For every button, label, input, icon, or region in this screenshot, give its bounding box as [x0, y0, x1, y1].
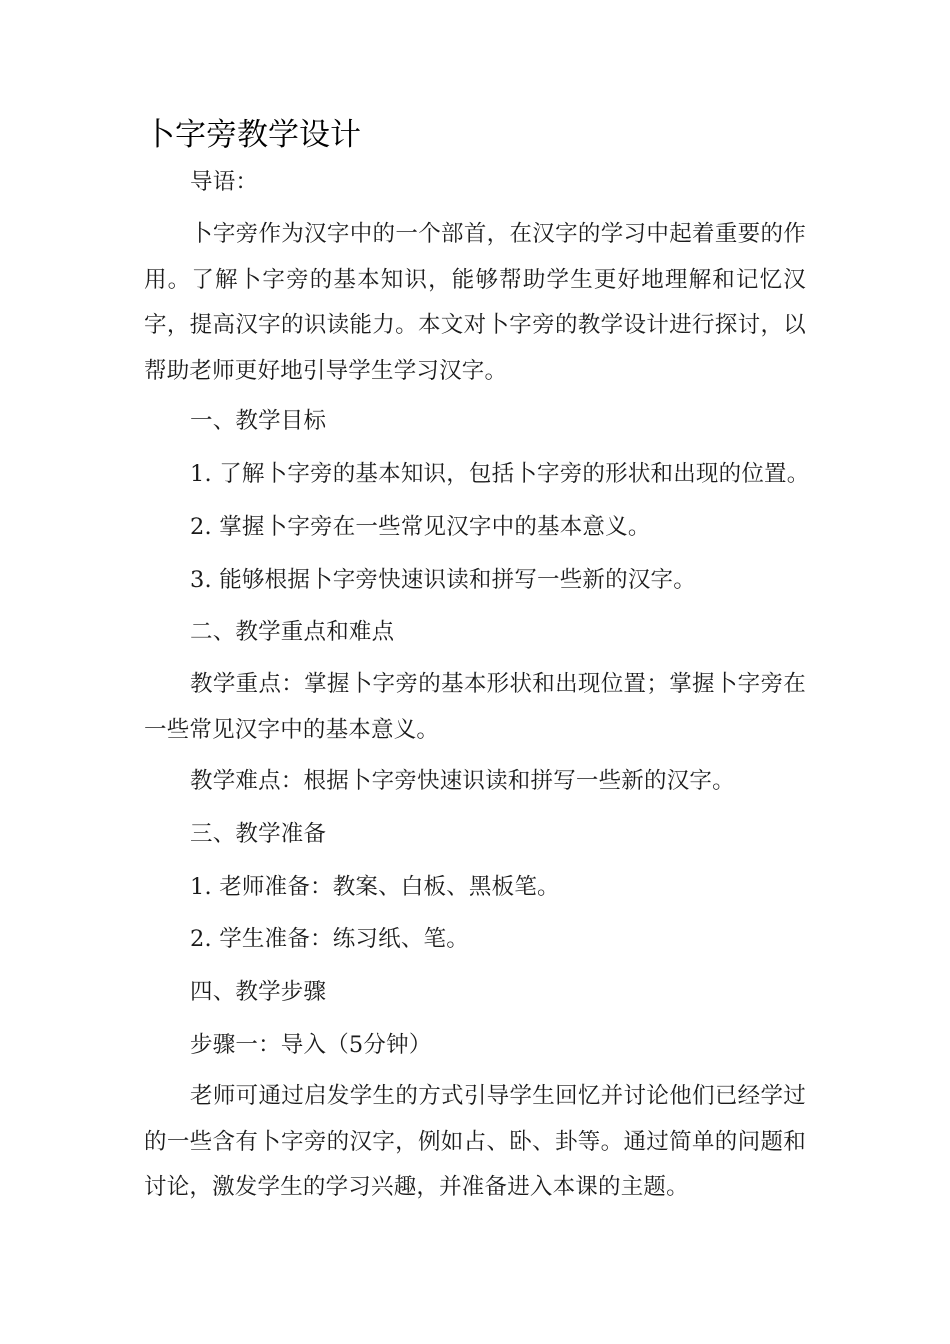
preparation-item-2: 2. 学生准备：练习纸、笔。: [190, 926, 469, 952]
objective-item-3: 3. 能够根据卜字旁快速识读和拼写一些新的汉字。: [190, 567, 696, 593]
step1-paragraph: 老师可通过启发学生的方式引导学生回忆并讨论他们已经学过的一些含有卜字旁的汉字，例如占、卧、卦等。通过简单的问题和讨论，激发学生的学习兴趣，并准备进入本课的主题。: [144, 1083, 806, 1200]
section-heading-objectives: 一、教学目标: [190, 408, 327, 434]
document-title: 卜字旁教学设计: [144, 117, 361, 153]
intro-paragraph: 卜字旁作为汉字中的一个部首，在汉字的学习中起着重要的作用。了解卜字旁的基本知识，能够帮助学生更好地理解和记忆汉字，提高汉字的识读能力。本文对卜字旁的教学设计进行探讨，以帮助老师更好地引导学生学习汉字。: [144, 221, 806, 384]
intro-label: 导语：: [190, 169, 259, 195]
preparation-item-1: 1. 老师准备：教案、白板、黑板笔。: [190, 874, 560, 900]
objective-item-1: 1. 了解卜字旁的基本知识，包括卜字旁的形状和出现的位置。: [190, 461, 810, 487]
key-point-paragraph: 教学重点：掌握卜字旁的基本形状和出现位置；掌握卜字旁在一些常见汉字中的基本意义。: [144, 671, 806, 743]
difficulty-paragraph: 教学难点：根据卜字旁快速识读和拼写一些新的汉字。: [190, 768, 735, 794]
section-heading-steps: 四、教学步骤: [190, 979, 327, 1005]
section-heading-key-points: 二、教学重点和难点: [190, 619, 395, 645]
section-heading-preparation: 三、教学准备: [190, 821, 327, 847]
objective-item-2: 2. 掌握卜字旁在一些常见汉字中的基本意义。: [190, 514, 651, 540]
step1-heading: 步骤一：导入（5分钟）: [190, 1032, 432, 1058]
